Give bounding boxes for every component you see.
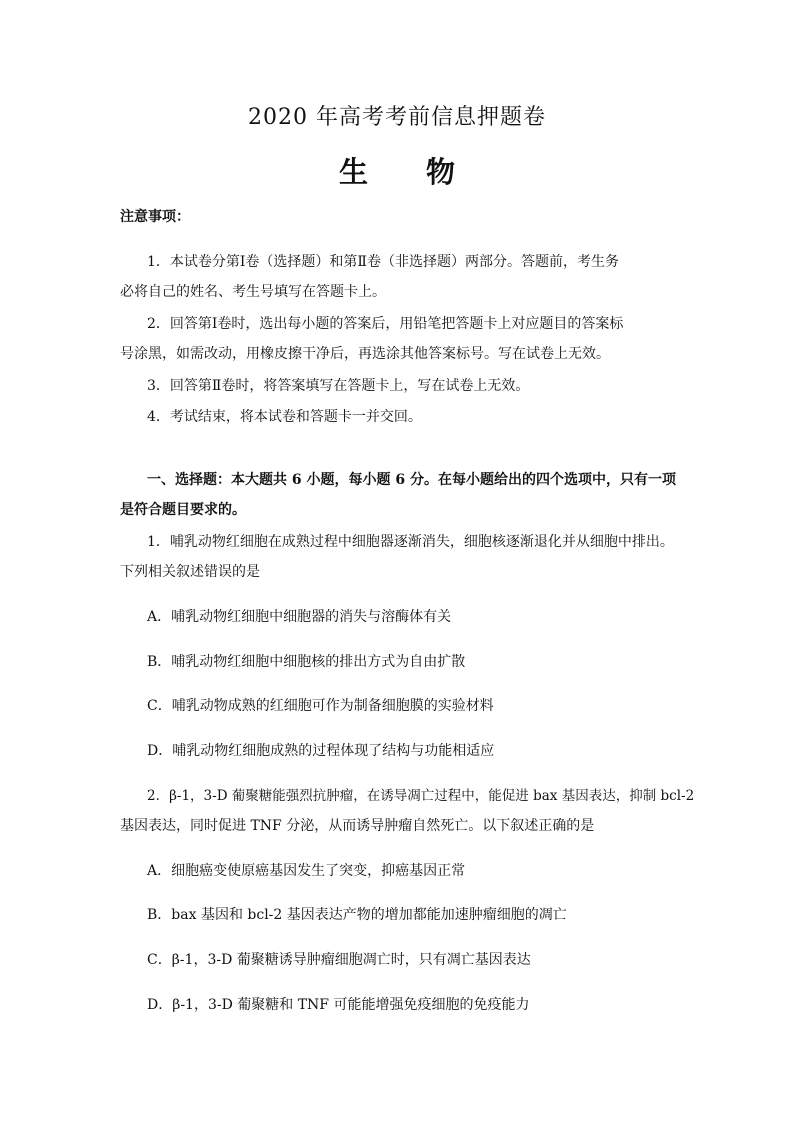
notice-item-4: 4．考试结束，将本试卷和答题卡一并交回。 (147, 409, 422, 425)
question-1-option-a: A．哺乳动物红细胞中细胞器的消失与溶酶体有关 (147, 609, 452, 625)
question-2-option-d: D．β-1，3-D 葡聚糖和 TNF 可能能增强免疫细胞的免疫能力 (147, 997, 530, 1013)
notice-heading: 注意事项： (120, 209, 190, 225)
subject-char-2: 物 (426, 155, 456, 189)
question-2-option-a: A．细胞癌变使原癌基因发生了突变，抑癌基因正常 (147, 863, 466, 879)
question-2-stem: 2．β-1，3-D 葡聚糖能强烈抗肿瘤，在诱导凋亡过程中，能促进 bax 基因表达，抑制 bcl-2 (147, 788, 695, 804)
question-1-option-c: C．哺乳动物成熟的红细胞可作为制备细胞膜的实验材料 (147, 698, 494, 714)
subject-char-1: 生 (338, 155, 368, 189)
question-2-option-c: C．β-1，3-D 葡聚糖诱导肿瘤细胞凋亡时，只有凋亡基因表达 (147, 952, 531, 968)
section-heading-cont: 是符合题目要求的。 (120, 502, 246, 518)
notice-item-2: 2．回答第Ⅰ卷时，选出每小题的答案后，用铅笔把答题卡上对应题目的答案标 (147, 316, 624, 332)
question-1-option-d: D．哺乳动物红细胞成熟的过程体现了结构与功能相适应 (147, 743, 495, 759)
notice-item-1: 1．本试卷分第Ⅰ卷（选择题）和第Ⅱ卷（非选择题）两部分。答题前，考生务 (147, 254, 619, 270)
notice-item-3: 3．回答第Ⅱ卷时，将答案填写在答题卡上，写在试卷上无效。 (147, 378, 530, 394)
section-heading: 一、选择题：本大题共 6 小题，每小题 6 分。在每小题给出的四个选项中，只有一项 (147, 472, 676, 488)
notice-item-2-cont: 号涂黑，如需改动，用橡皮擦干净后，再选涂其他答案标号。写在试卷上无效。 (120, 346, 610, 362)
exam-title: 2020 年高考考前信息押题卷 (248, 105, 546, 130)
question-1-stem: 1．哺乳动物红细胞在成熟过程中细胞器逐渐消失，细胞核逐渐退化并从细胞中排出。 (147, 534, 674, 550)
notice-item-1-cont: 必将自己的姓名、考生号填写在答题卡上。 (120, 284, 386, 300)
question-1-option-b: B．哺乳动物红细胞中细胞核的排出方式为自由扩散 (147, 654, 466, 670)
question-1-stem-cont: 下列相关叙述错误的是 (120, 564, 260, 580)
question-2-option-b: B．bax 基因和 bcl-2 基因表达产物的增加都能加速肿瘤细胞的凋亡 (147, 907, 567, 923)
question-2-stem-cont: 基因表达，同时促进 TNF 分泌，从而诱导肿瘤自然死亡。以下叙述正确的是 (120, 818, 595, 834)
subject-heading (0, 154, 794, 190)
